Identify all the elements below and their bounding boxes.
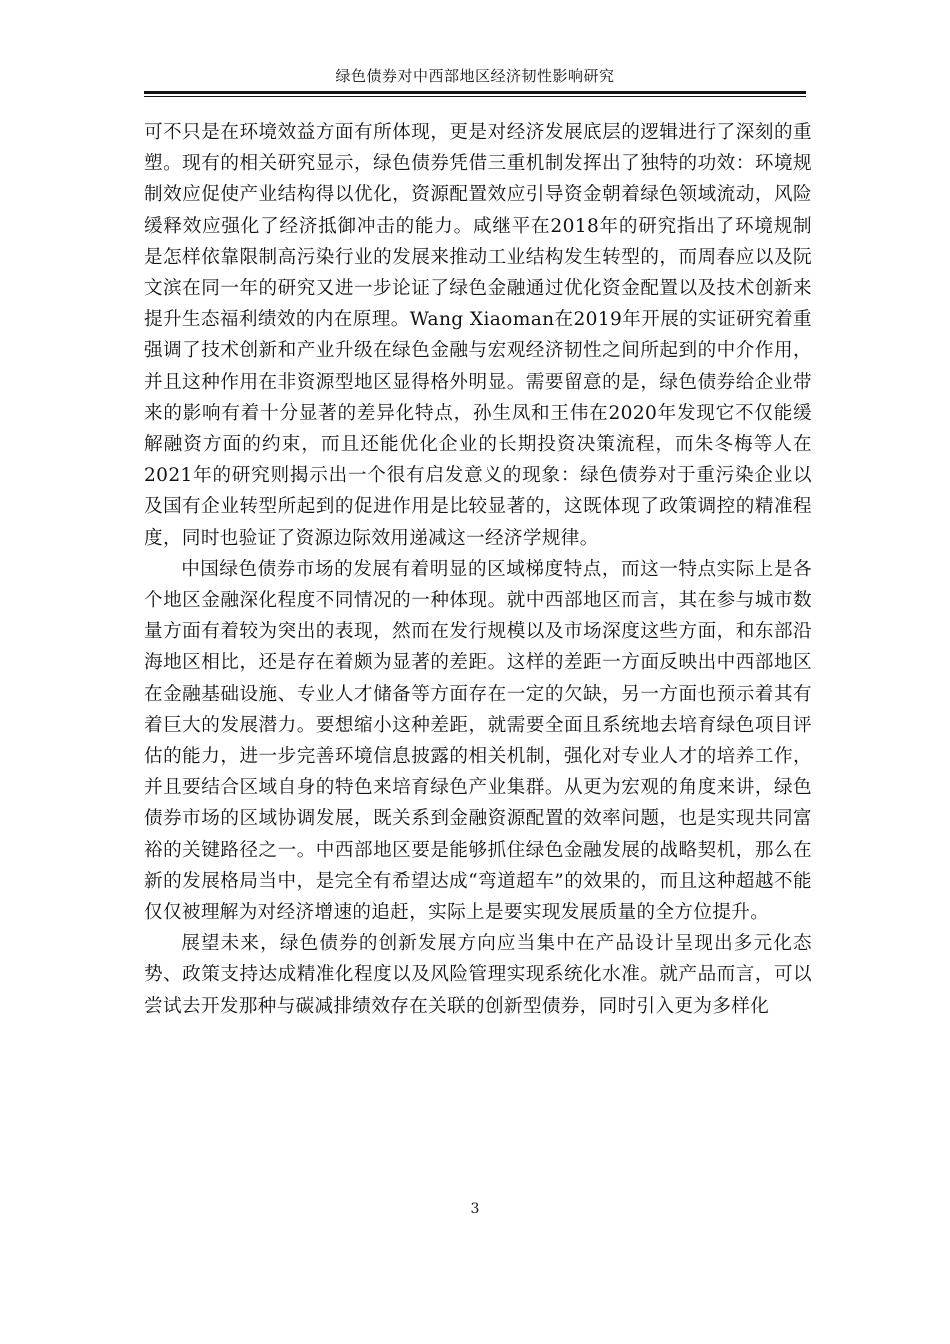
header-rule-thick xyxy=(144,91,806,94)
running-header: 绿色债券对中西部地区经济韧性影响研究 xyxy=(335,67,615,85)
page-number: 3 xyxy=(470,1201,480,1217)
header-rule-thin xyxy=(144,96,806,97)
paragraph-continued: 可不只是在环境效益方面有所体现，更是对经济发展底层的逻辑进行了深刻的重塑。现有的相关研究显示，绿色债券凭借三重机制发挥出了独特的功效：环境规制效应促使产业结构得以优化，资源配置效应引导资金朝着绿色领域流动，风险缓释效应强化了经济抵御冲击的能力。咸继平在2018年的研究指出了环境规制是怎样依靠限制高污染行业的发展来推动工业结构发生转型的，而周春应以及阮文滨在同一年的研究又进一步论证了绿色金融通过优化资金配置以及技术创新来提升生态福利绩效的内在原理。Wang Xiaoman在2019年开展的实证研究着重强调了技术创新和产业升级在绿色金融与宏观经济韧性之间所起到的中介作用，并且这种作用在非资源型地区显得格外明显。需要留意的是，绿色债券给企业带来的影响有着十分显著的差异化特点，孙生凤和王伟在2020年发现它不仅能缓解融资方面的约束，而且还能优化企业的长期投资决策流程，而朱冬梅等人在2021年的研究则揭示出一个很有启发意义的现象：绿色债券对于重污染企业以及国有企业转型所起到的促进作用是比较显著的，这既体现了政策调控的精准程度，同时也验证了资源边际效用递减这一经济学规律。 xyxy=(144,122,812,549)
paragraph: 中国绿色债券市场的发展有着明显的区域梯度特点，而这一特点实际上是各个地区金融深化程度不同情况的一种体现。就中西部地区而言，其在参与城市数量方面有着较为突出的表现，然而在发行规模以及市场深度这些方面，和东部沿海地区相比，还是存在着颇为显著的差距。这样的差距一方面反映出中西部地区在金融基础设施、专业人才储备等方面存在一定的欠缺，另一方面也预示着其有着巨大的发展潜力。要想缩小这种差距，就需要全面且系统地去培育绿色项目评估的能力，进一步完善环境信息披露的相关机制，强化对专业人才的培养工作，并且要结合区域自身的特色来培育绿色产业集群。从更为宏观的角度来讲，绿色债券市场的区域协调发展，既关系到金融资源配置的效率问题，也是实现共同富裕的关键路径之一。中西部地区要是能够抓住绿色金融发展的战略契机，那么在新的发展格局当中，是完全有希望达成“弯道超车”的效果的，而且这种超越不能仅仅被理解为对经济增速的追赶，实际上是要实现发展质量的全方位提升。 xyxy=(144,558,812,924)
body-text xyxy=(144,117,812,1022)
paragraph: 展望未来，绿色债券的创新发展方向应当集中在产品设计呈现出多元化态势、政策支持达成精准化程度以及风险管理实现系统化水准。就产品而言，可以尝试去开发那种与碳减排绩效存在关联的创新型债券，同时引入更为多样化 xyxy=(144,933,812,1017)
